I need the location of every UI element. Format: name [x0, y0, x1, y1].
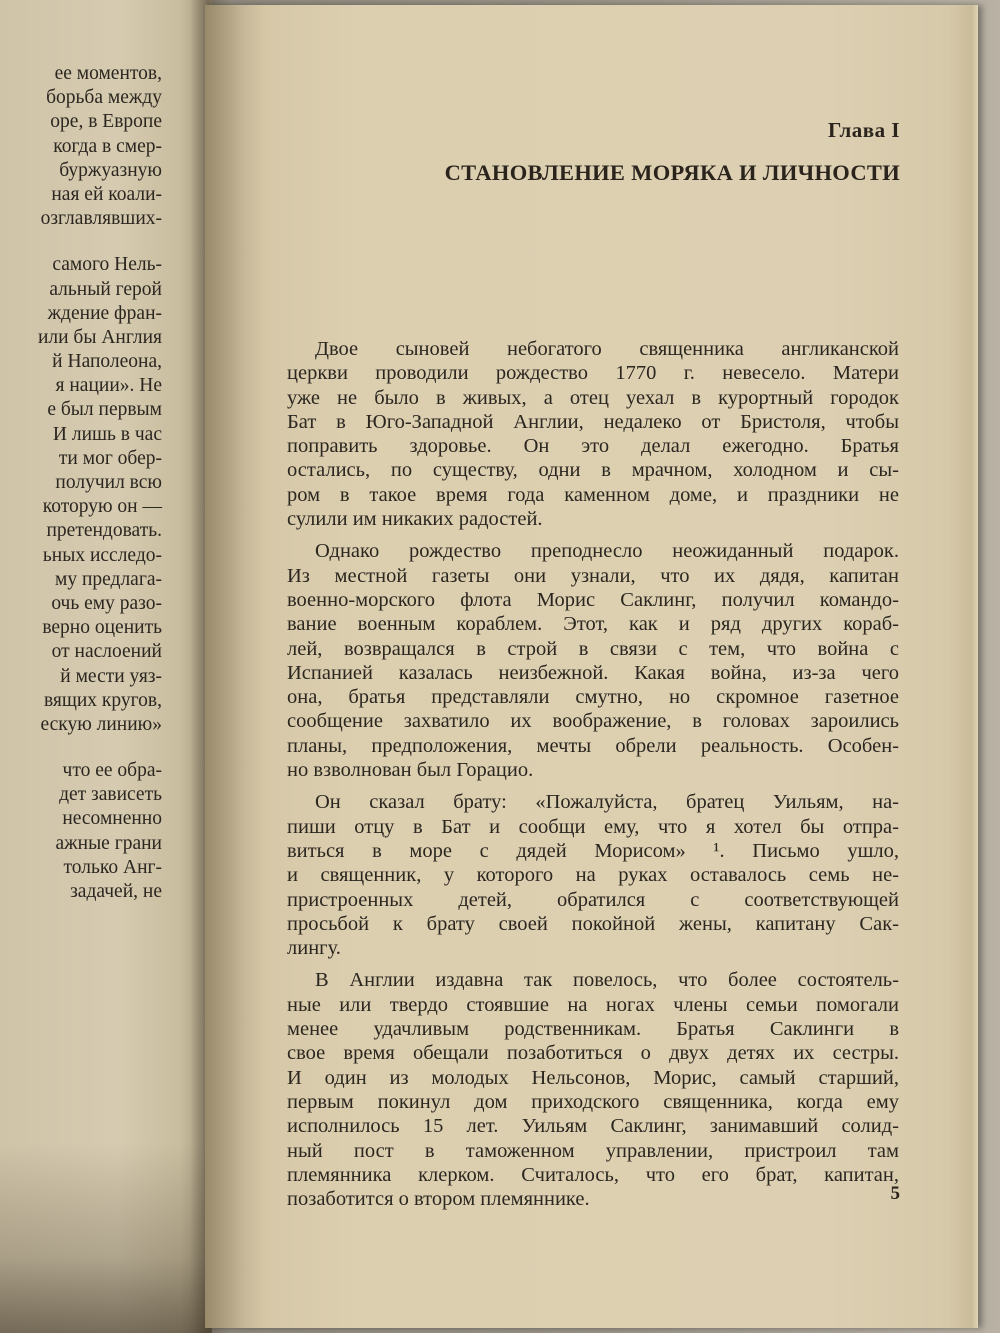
page-edge-shadow	[205, 5, 265, 1328]
left-text-line: очь ему разо-	[51, 592, 162, 614]
left-text-line: ьных исследо-	[42, 544, 162, 566]
body-text-line: она, братья представляли смутно, но скромное газетное	[287, 686, 899, 709]
body-text-line: Однако рождество преподнесло неожиданный подарок.	[315, 540, 899, 563]
left-text-line: дет зависеть	[59, 784, 162, 806]
left-text-line: ти мог обер-	[58, 447, 162, 469]
body-text-line: Испанией казалась неизбежной. Какая война, из-за чего	[287, 661, 899, 684]
left-text-line: задачей, не	[70, 881, 162, 902]
left-text-line: что ее обра-	[62, 760, 162, 782]
body-text-line: виться в море с дядей Морисом» ¹. Письмо ушло,	[287, 839, 899, 862]
body-text-line: пиши отцу в Бат и сообщи ему, что я хотел бы отпра-	[287, 815, 899, 838]
body-text-line: планы, предположения, мечты обрели реальность. Особен-	[287, 734, 899, 757]
left-text-line: от наслоений	[51, 641, 162, 663]
page-fold	[972, 5, 978, 1328]
body-text-line: военно-морского флота Морис Саклинг, получил командо-	[287, 588, 899, 611]
body-text-line: церкви проводили рождество 1770 г. невесело. Матери	[287, 362, 899, 385]
left-text-line: вящих кругов,	[43, 689, 162, 711]
body-text-line: лей, возвращался в строй в связи с тем, что война с	[287, 637, 899, 660]
left-text-line: й мести уяз-	[60, 665, 162, 687]
left-text-line: ажные грани	[55, 832, 162, 854]
body-text-line: Из местной газеты они узнали, что их дядя, капитан	[287, 564, 899, 587]
body-text-line: менее удачливым родственникам. Братья Саклинги в	[287, 1018, 899, 1041]
left-text-line: или бы Англия	[37, 326, 162, 348]
body-text-line: ные или твердо стоявшие на ногах члены семьи помогали	[287, 993, 899, 1016]
body-text-line: пристроенных детей, обратился с соответствующей	[287, 888, 899, 911]
left-text-line: оре, в Европе	[50, 111, 162, 133]
paragraph-gap	[0, 231, 162, 253]
body-text-line: но взволнован был Горацио.	[287, 759, 534, 782]
left-text-line: И лишь в час	[52, 423, 162, 445]
body-text-line: уже не было в живых, а отец уехал в курортный городок	[287, 386, 899, 409]
chapter-label: Глава I	[827, 118, 900, 142]
body-text-line: племянника клерком. Считалось, что его брат, капитан,	[287, 1163, 899, 1186]
chapter-title: СТАНОВЛЕНИЕ МОРЯКА И ЛИЧНОСТИ	[444, 160, 900, 185]
left-text-line: озглавлявших-	[40, 208, 162, 230]
left-text-line: ее моментов,	[54, 63, 162, 84]
body-text-line: поправить здоровье. Он это делал ежегодно. Братья	[287, 435, 899, 458]
left-text-line: му предлага-	[54, 568, 162, 590]
body-text-line: исполнилось 15 лет. Уильям Саклинг, занимавший солид-	[287, 1115, 899, 1138]
page-number: 5	[890, 1183, 900, 1204]
left-page-shadow	[0, 1143, 212, 1333]
left-text-line: е был первым	[47, 399, 162, 421]
body-text-line: остались, по существу, одни в мрачном, холодном и сы-	[287, 459, 899, 482]
left-text-line: только Анг-	[63, 856, 162, 878]
body-text-line: свое время обещали позаботиться о двух детях их сестры.	[287, 1042, 899, 1065]
left-text-line: буржуазную	[59, 159, 162, 181]
body-text	[287, 337, 899, 1211]
body-text-line: и священник, у которого на руках оставалось семь не-	[287, 864, 899, 887]
body-text-line: ный пост в таможенном управлении, пристроил там	[287, 1139, 899, 1162]
paragraph-gap	[0, 737, 162, 759]
body-text-line: просьбой к брату своей покойной жены, капитану Сак-	[287, 912, 899, 935]
body-text-line: Он сказал брату: «Пожалуйста, братец Уильям, на-	[315, 791, 899, 814]
left-text-line: претендовать.	[46, 520, 162, 542]
body-text-line: вание военным кораблем. Этот, как и ряд других кораб-	[287, 613, 899, 636]
left-text-line: альный герой	[49, 278, 162, 300]
body-text-line: Бат в Юго-Западной Англии, недалеко от Бристоля, чтобы	[287, 410, 899, 433]
left-text-line: ескую линию»	[40, 713, 162, 735]
body-text-line: Двое сыновей небогатого священника англиканской	[315, 338, 899, 360]
left-page-text	[0, 62, 162, 904]
left-text-line: получил всю	[55, 472, 162, 493]
body-text-line: сообщение захватило их воображение, в головах зароились	[287, 710, 899, 733]
paragraph-gap	[287, 531, 899, 539]
left-text-line: когда в смер-	[53, 135, 162, 157]
left-text-line: несомненно	[62, 808, 162, 830]
body-text-line: первым покинул дом приходского священника, когда ему	[287, 1090, 899, 1113]
body-text-line: лингу.	[287, 937, 341, 960]
left-text-line: борьба между	[46, 87, 162, 109]
left-page	[0, 0, 212, 1333]
left-text-line: ждение фран-	[47, 302, 162, 324]
paragraph-gap	[287, 782, 899, 790]
body-text-line: ром в такое время года каменном доме, и праздники не	[287, 483, 899, 506]
paragraph-gap	[287, 960, 899, 968]
left-text-line: самого Нель-	[52, 254, 162, 276]
left-text-line: й Наполеона,	[52, 351, 162, 373]
left-text-line: верно оценить	[42, 617, 162, 639]
body-text-line: В Англии издавна так повелось, что более состоятель-	[315, 969, 899, 992]
body-text-line: И один из молодых Нельсонов, Морис, самый старший,	[287, 1066, 899, 1089]
body-text-line: сулили им никаких радостей.	[287, 508, 543, 531]
left-text-line: которую он —	[42, 496, 162, 518]
left-text-line: ная ей коали-	[51, 183, 162, 205]
body-text-line: позаботится о втором племяннике.	[287, 1188, 590, 1211]
left-text-line: я нации». Не	[55, 375, 162, 397]
